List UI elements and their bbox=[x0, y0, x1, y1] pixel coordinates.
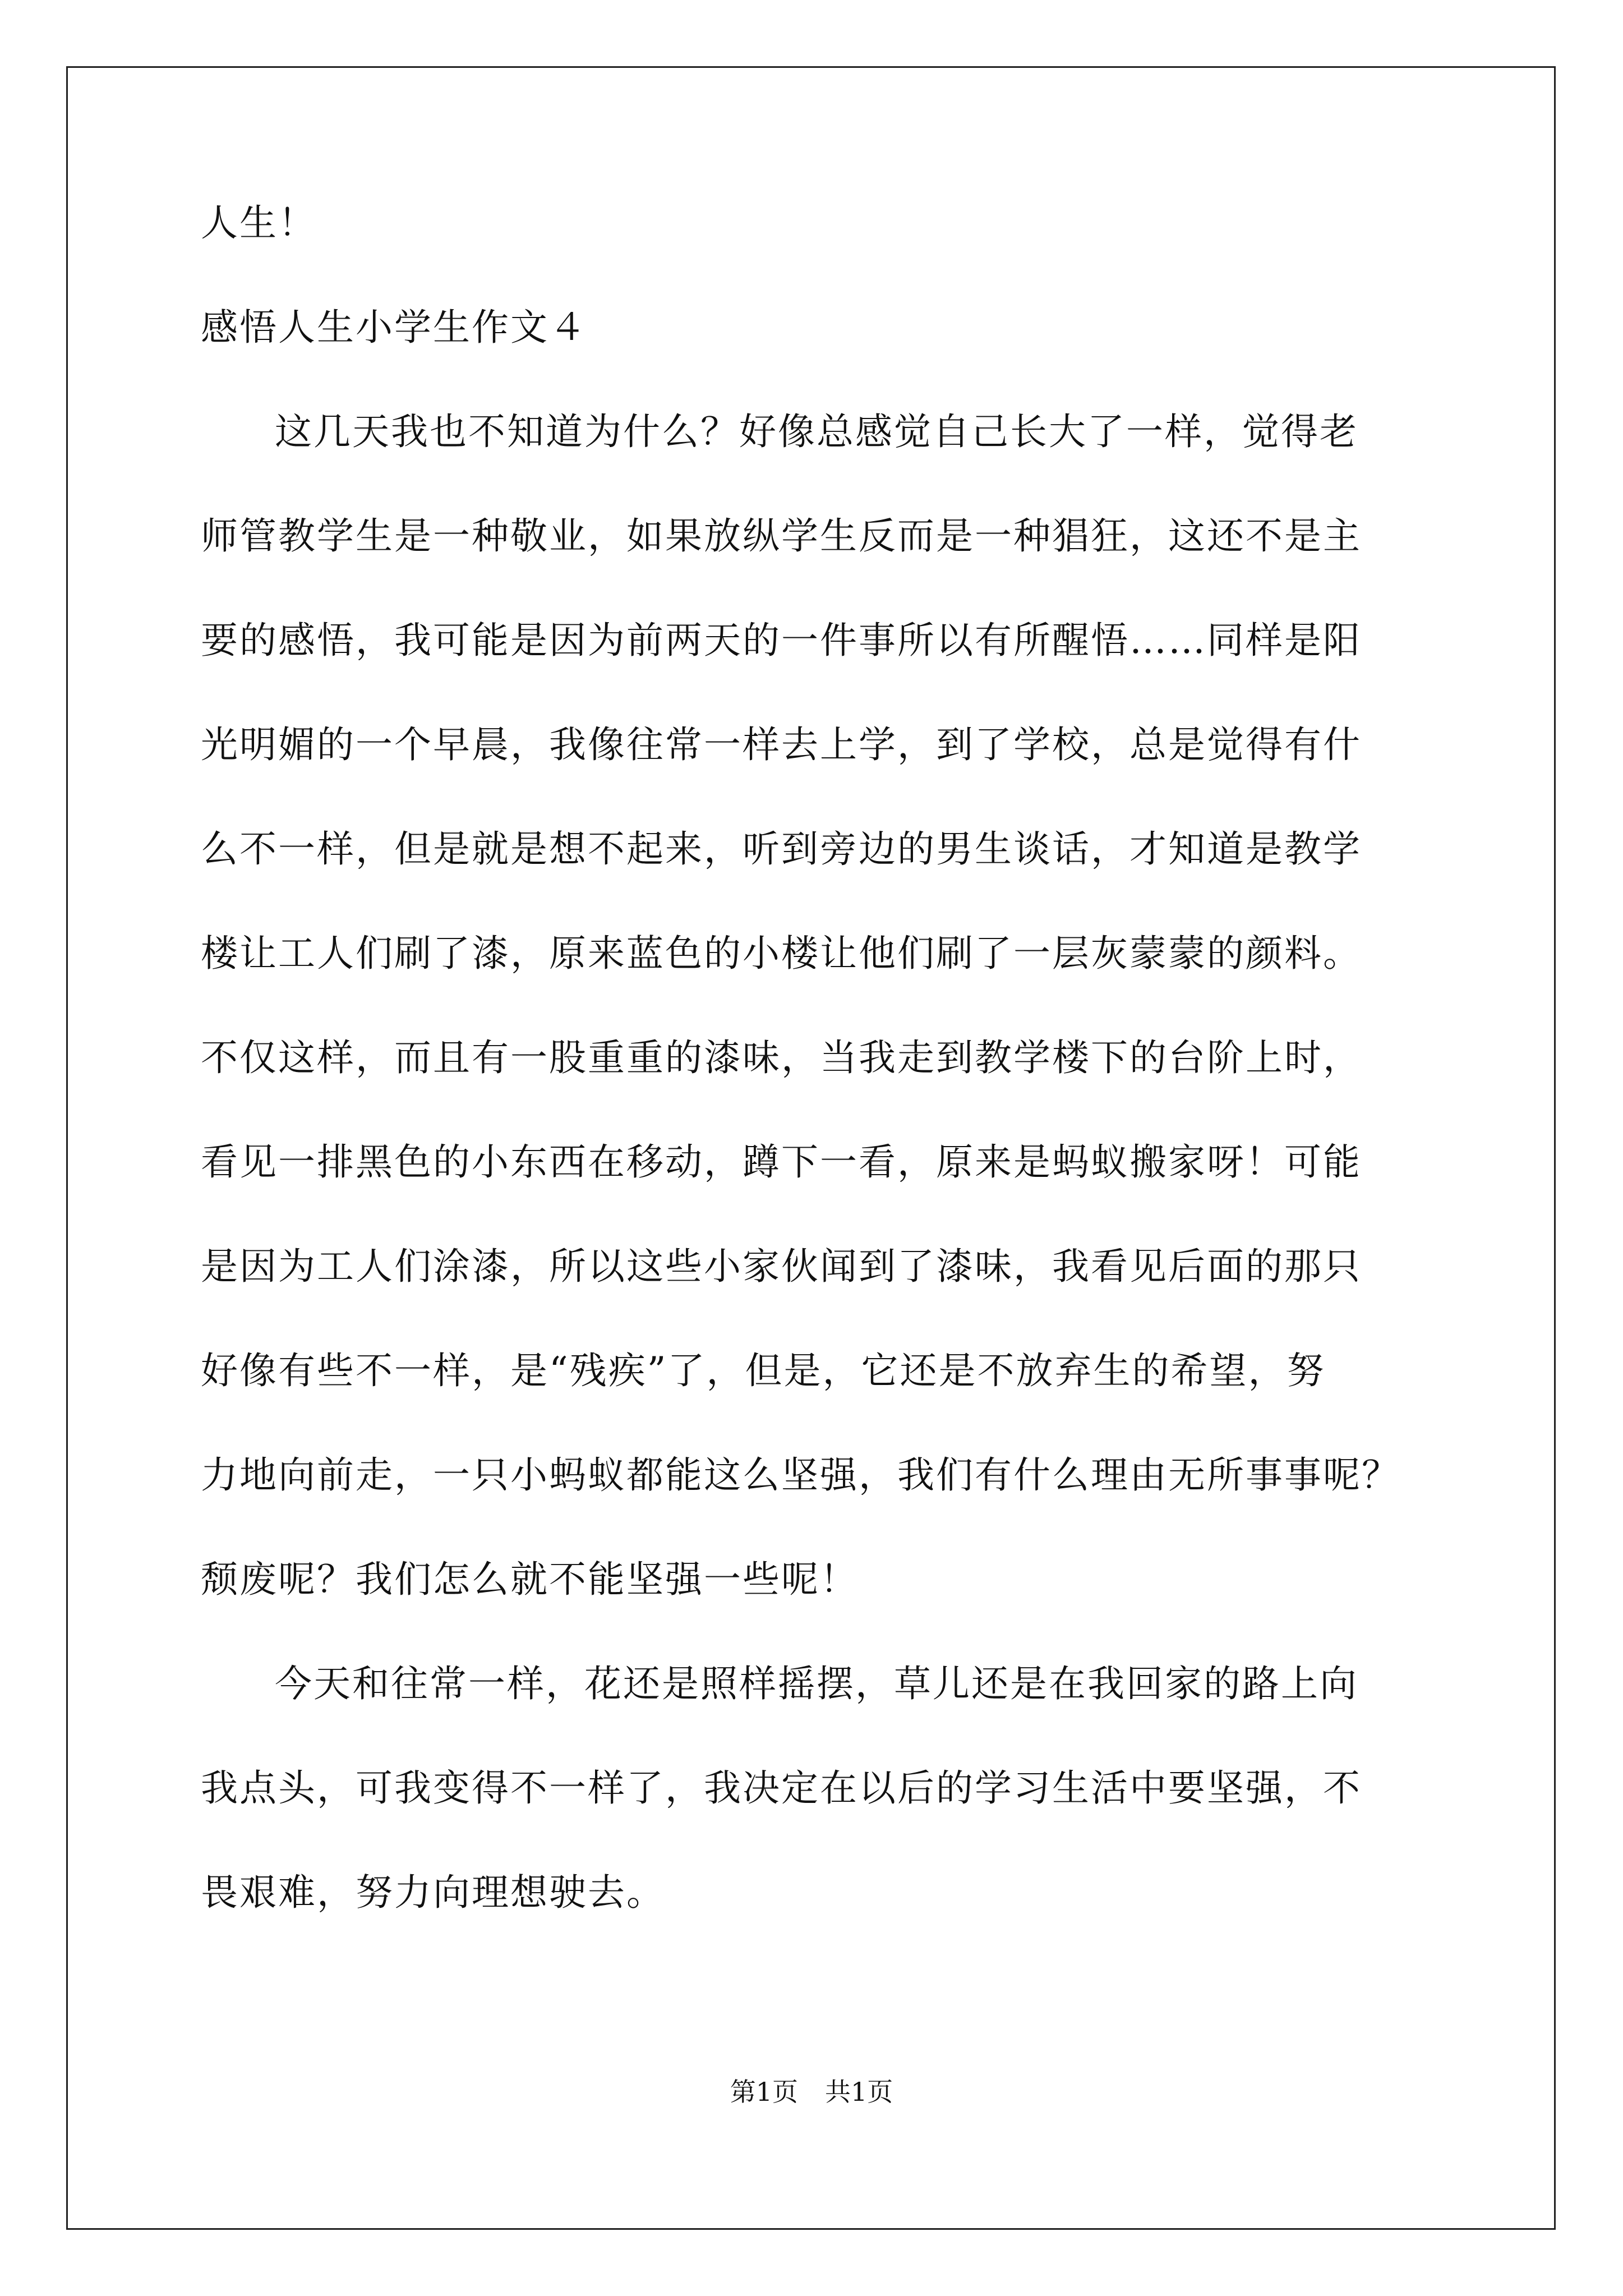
page-footer bbox=[0, 2078, 1623, 2106]
text-line: 今天和往常一样，花还是照样摇摆，草儿还是在我回家的路上向 bbox=[275, 1662, 1358, 1705]
page-count: 共1页 bbox=[825, 2077, 893, 2107]
section-title: 感悟人生小学生作文４ bbox=[201, 306, 588, 349]
text-line: 我点头，可我变得不一样了，我决定在以后的学习生活中要坚强，不 bbox=[201, 1766, 1362, 1810]
text-line: 么不一样，但是就是想不起来，听到旁边的男生谈话，才知道是教学 bbox=[201, 827, 1362, 871]
text-line: 颓废呢？我们怎么就不能坚强一些呢！ bbox=[201, 1558, 859, 1601]
text-line: 要的感悟，我可能是因为前两天的一件事所以有所醒悟……同样是阳 bbox=[201, 619, 1362, 662]
text-line: 好像有些不一样，是“残疾”了，但是，它还是不放弃生的希望，努 bbox=[201, 1349, 1326, 1392]
text-line: 不仅这样，而且有一股重重的漆味，当我走到教学楼下的台阶上时， bbox=[201, 1036, 1362, 1079]
document-body bbox=[201, 201, 1463, 1978]
text-line: 看见一排黑色的小东西在移动，蹲下一看，原来是蚂蚁搬家呀！可能 bbox=[201, 1140, 1362, 1184]
text-line: 力地向前走，一只小蚂蚁都能这么坚强，我们有什么理由无所事事呢？ bbox=[201, 1453, 1400, 1497]
text-line: 这几天我也不知道为什么？好像总感觉自己长大了一样，觉得老 bbox=[275, 410, 1358, 453]
text-line: 楼让工人们刷了漆，原来蓝色的小楼让他们刷了一层灰蒙蒙的颜料。 bbox=[201, 932, 1362, 975]
text-line: 是因为工人们涂漆，所以这些小家伙闻到了漆味，我看见后面的那只 bbox=[201, 1245, 1362, 1288]
text-line: 人生！ bbox=[201, 201, 317, 245]
text-line: 光明媚的一个早晨，我像往常一样去上学，到了学校，总是觉得有什 bbox=[201, 723, 1362, 766]
text-line: 师管教学生是一种敬业，如果放纵学生反而是一种猖狂，这还不是主 bbox=[201, 514, 1362, 558]
page-number: 第1页 bbox=[730, 2077, 798, 2107]
text-line: 畏艰难，努力向理想驶去。 bbox=[201, 1871, 665, 1914]
